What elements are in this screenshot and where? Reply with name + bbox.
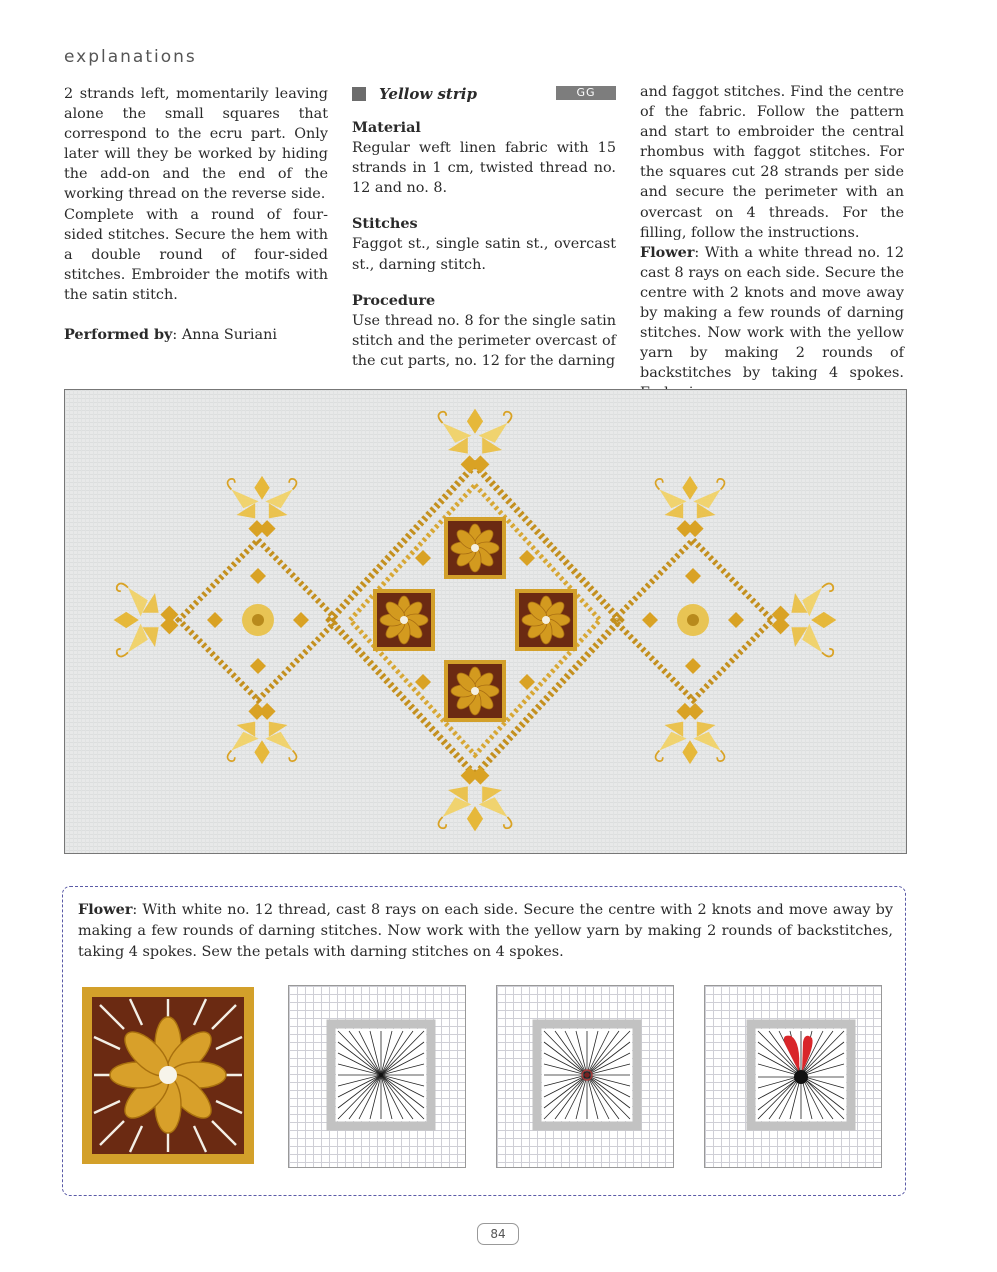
- text-column-2: [352, 84, 616, 371]
- performed-label: Performed by: [64, 326, 173, 344]
- diagram-step-rays: [288, 985, 466, 1168]
- petals-diagram: [705, 986, 881, 1167]
- knots-diagram: [497, 986, 673, 1167]
- finished-square-photo: [80, 985, 256, 1166]
- instruction-text: [78, 899, 893, 963]
- diagram-step-petals: [704, 985, 882, 1168]
- text-column-3: [640, 82, 904, 404]
- text-column-1: [64, 84, 328, 345]
- embroidery-illustration: [65, 390, 906, 853]
- strip-heading: [352, 84, 616, 110]
- flower-label: Flower: [640, 243, 695, 261]
- performer-name: : Anna Suriani: [172, 327, 277, 344]
- difficulty-badge: GG: [556, 86, 616, 100]
- section-header: explanations: [64, 47, 197, 67]
- page-number: 84: [477, 1223, 519, 1245]
- material-text: Regular weft linen fabric with 15 strands in 1 cm, twisted thread no. 12 and no. 8.: [352, 140, 616, 197]
- instruction-label: Flower: [78, 901, 133, 918]
- procedure-text: Use thread no. 8 for the single satin stitch and the perimeter overcast of the cut parts, no. 12 for the darning: [352, 312, 616, 369]
- material-heading: Material: [352, 119, 421, 136]
- procedure-heading: Procedure: [352, 291, 436, 309]
- performed-by: [64, 325, 328, 345]
- flower-paragraph: [640, 243, 904, 404]
- diagram-step-knots: [496, 985, 674, 1168]
- strip-title: Yellow strip: [379, 85, 477, 103]
- column1-paragraph-1: 2 strands left, momentarily leaving alone the small squares that correspond to the ecru part. Only later will they be worked by hiding the add-on and the end of the working thread on the reverse side.: [64, 86, 328, 203]
- column1-paragraph-2: Complete with a round of four-sided stitches. Secure the hem with a double round of four-sided stitches. Embroider the motifs with the satin stitch.: [64, 206, 328, 303]
- flower-text: : With a white thread no. 12 cast 8 rays on each side. Secure the centre with 2 knots and move away by making a few rounds of darning stitches. Now work with the yellow yarn by making 2 rounds of backstitches by taking 4 spokes.: [640, 244, 904, 382]
- finished-square-illustration: [80, 985, 256, 1166]
- instruction-body: : With white no. 12 thread, cast 8 rays on each side. Secure the centre with 2 knots and move away by making a few rounds of darning stitches. Now work with the yellow yarn by making 2 rounds of backstitches, taking 4 spokes. Sew the petals with darning stitches on 4 spokes.: [78, 902, 893, 960]
- column3-text: and faggot stitches. Find the centre of the fabric. Follow the pattern and start to embroider the central rhombus with faggot stitches. For the squares cut 28 strands per side and secure the perimeter with an overcast on 4 threads. For the filling, follow the instructions.: [640, 84, 904, 241]
- stitches-heading: Stitches: [352, 215, 418, 233]
- embroidery-photo: [64, 389, 907, 854]
- rays-diagram: [289, 986, 465, 1167]
- stitches-text: Faggot st., single satin st., overcast st., darning stitch.: [352, 236, 616, 273]
- heading-square-icon: [352, 87, 366, 101]
